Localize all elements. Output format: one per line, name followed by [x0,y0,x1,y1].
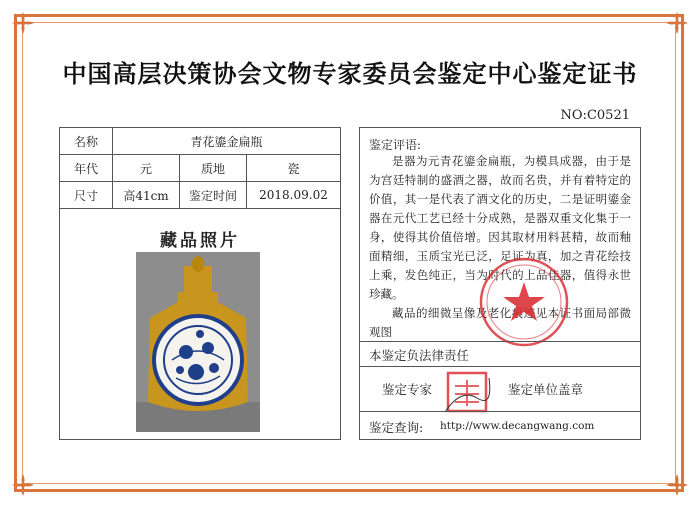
appraisal-paragraph: 是器为元青花鎏金扁瓶，为模具成器，由于是为宫廷特制的盛酒之器，故而名贵，并有着特定的价值，其一是代表了酒文化的历史，二是证明鎏金器在元代工艺已经十分成熟，是器双重文化集于一身，使得其价值倍增。因其取材用料甚精，故而釉面精细，玉质宝光已泛，足证为真，加之青花绘技上乘，发色纯正，当为时代的上品佳器，值得永世珍藏。 [369,154,631,301]
size-value: 高41cm [113,182,180,209]
red-seal-icon [478,256,570,348]
expert-label: 鉴定专家 [382,382,433,397]
certificate-number: NO:C0521 [560,108,630,123]
fleur-ornament-icon [664,10,690,36]
appraisal-paragraph: 藏品的细微呈像及老化痕迹见本证书面局部微观图 [369,306,631,339]
expert-signature-seal-icon [443,368,491,416]
appraisal-date-value: 2018.09.02 [247,182,341,209]
divider [360,411,640,412]
name-value: 青花鎏金扁瓶 [113,128,341,155]
appraisal-panel [359,127,641,440]
fleur-ornament-icon [10,10,36,36]
item-photo [136,252,260,432]
photo-section-title: 藏品照片 [160,231,240,251]
query-label: 鉴定查询: [369,420,424,435]
appraisal-label: 鉴定评语: [369,138,422,152]
item-info-panel [59,127,341,440]
era-value: 元 [113,155,180,182]
fleur-ornament-icon [664,472,690,498]
era-label: 年代 [60,155,113,182]
material-value: 瓷 [247,155,341,182]
liability-statement: 本鉴定负法律责任 [369,348,470,363]
divider [360,366,640,367]
query-url-link[interactable]: http://www.decangwang.com [440,420,595,432]
appraisal-date-label: 鉴定时间 [180,182,247,209]
size-label: 尺寸 [60,182,113,209]
name-label: 名称 [60,128,113,155]
item-info-table [60,128,340,209]
porcelain-flask-image [136,252,260,432]
fleur-ornament-icon [10,472,36,498]
divider [360,341,640,342]
material-label: 质地 [180,155,247,182]
certificate-title: 中国高层决策协会文物专家委员会鉴定中心鉴定证书 [62,60,638,88]
unit-seal-label: 鉴定单位盖章 [508,382,584,397]
